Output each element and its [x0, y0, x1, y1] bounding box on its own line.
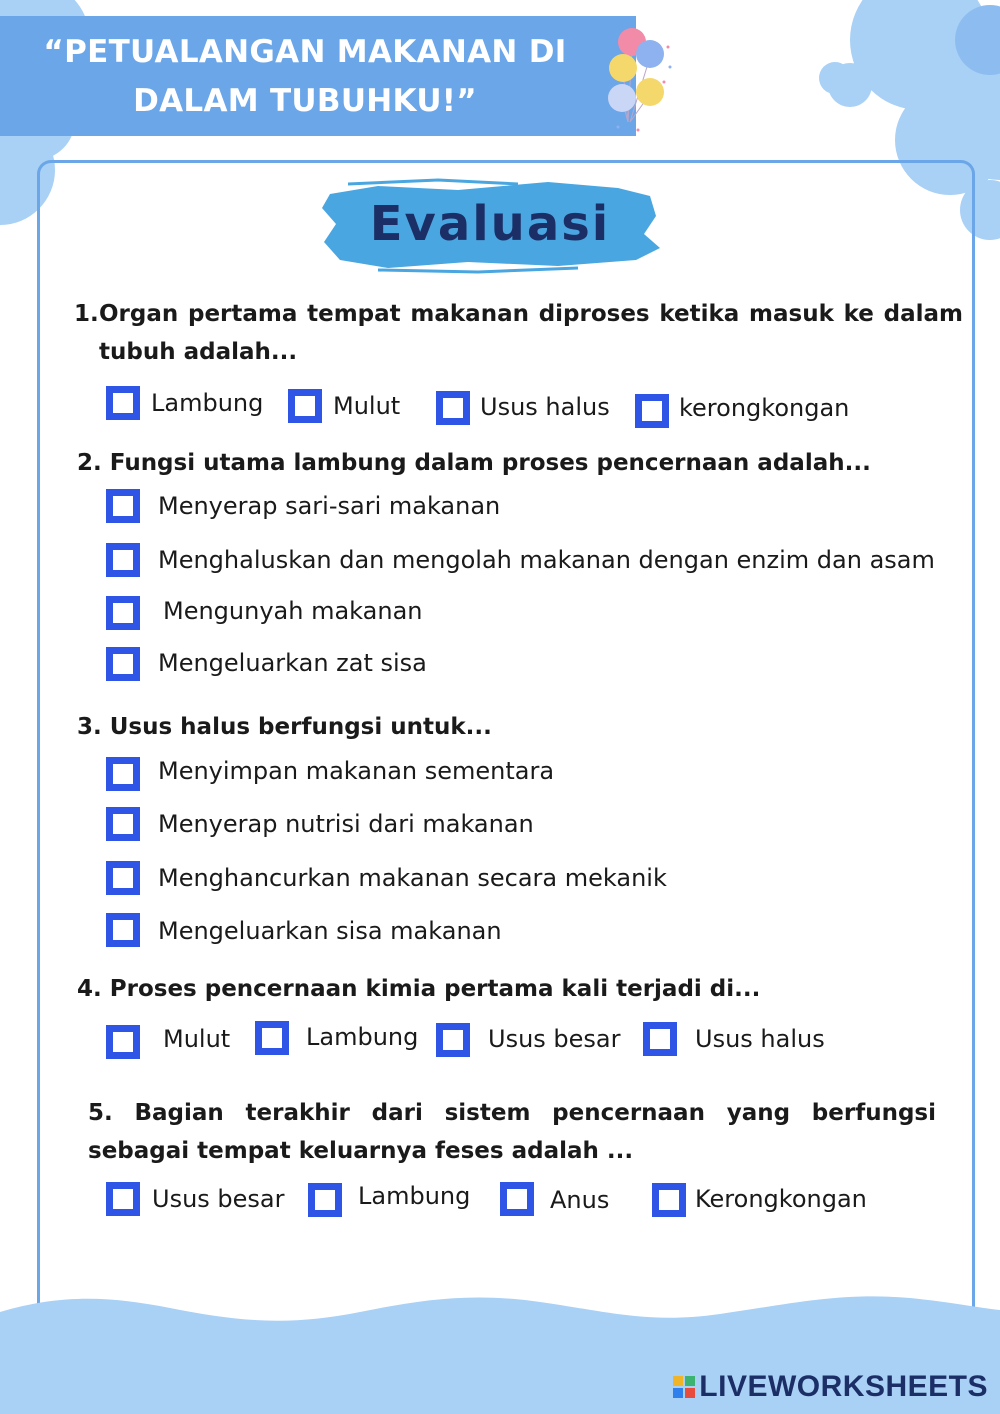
q2-option-4-checkbox[interactable] [106, 647, 140, 681]
q4-option-2-label: Lambung [306, 1023, 419, 1051]
q3-option-2-checkbox[interactable] [106, 807, 140, 841]
q5-option-4-checkbox[interactable] [652, 1183, 686, 1217]
liveworksheets-logo [673, 1370, 988, 1404]
q1-option-2-label: Mulut [333, 392, 401, 420]
q4-option-2-checkbox[interactable] [255, 1021, 289, 1055]
q4-option-4-label: Usus halus [695, 1025, 825, 1053]
q1-option-3-checkbox[interactable] [436, 391, 470, 425]
q5-option-1-label: Usus besar [152, 1185, 285, 1213]
q2-option-4-label: Mengeluarkan zat sisa [158, 649, 427, 677]
balloons-icon [598, 22, 678, 137]
q2-option-2-checkbox[interactable] [106, 543, 140, 577]
q3-option-1-label: Menyimpan makanan sementara [158, 757, 555, 785]
q2-option-1-label: Menyerap sari-sari makanan [158, 492, 501, 520]
q2-option-2-label: Menghaluskan dan mengolah makanan dengan enzim dan asam [158, 546, 935, 574]
q2-option-1-checkbox[interactable] [106, 489, 140, 523]
q1-option-3-label: Usus halus [480, 393, 610, 421]
q4-option-3-checkbox[interactable] [436, 1023, 470, 1057]
q4-option-1-label: Mulut [163, 1025, 231, 1053]
question-3-text: 3. Usus halus berfungsi untuk... [77, 714, 492, 740]
question-5-text: 5. Bagian terakhir dari sistem pencernaan yang berfungsi sebagai tempat keluarnya feses adalah ... [88, 1100, 936, 1164]
q4-option-1-checkbox[interactable] [106, 1025, 140, 1059]
q3-option-3-checkbox[interactable] [106, 861, 140, 895]
q1-option-1-checkbox[interactable] [106, 386, 140, 420]
q3-option-2-label: Menyerap nutrisi dari makanan [158, 810, 534, 838]
q1-option-4-label: kerongkongan [679, 394, 850, 422]
question-2-text: 2. Fungsi utama lambung dalam proses pencernaan adalah... [77, 450, 871, 476]
q1-option-1-label: Lambung [151, 389, 264, 417]
brand-name: LIVEWORKSHEETS [699, 1370, 988, 1403]
question-1-number: 1. [74, 301, 99, 327]
q3-option-4-checkbox[interactable] [106, 913, 140, 947]
worksheet-title: “PETUALANGAN MAKANAN DI DALAM TUBUHKU!” [43, 34, 567, 119]
section-title: Evaluasi [369, 196, 611, 252]
question-1-text: Organ pertama tempat makanan diproses ketika masuk ke dalam tubuh adalah... [99, 301, 963, 365]
q1-option-2-checkbox[interactable] [288, 389, 322, 423]
q3-option-1-checkbox[interactable] [106, 757, 140, 791]
q2-option-3-label: Mengunyah makanan [163, 597, 423, 625]
q5-option-2-checkbox[interactable] [308, 1183, 342, 1217]
q4-option-4-checkbox[interactable] [643, 1022, 677, 1056]
q4-option-3-label: Usus besar [488, 1025, 621, 1053]
q3-option-3-label: Menghancurkan makanan secara mekanik [158, 864, 667, 892]
q5-option-4-label: Kerongkongan [695, 1185, 867, 1213]
q1-option-4-checkbox[interactable] [635, 394, 669, 428]
q5-option-1-checkbox[interactable] [106, 1182, 140, 1216]
q5-option-3-label: Anus [550, 1186, 610, 1214]
q5-option-2-label: Lambung [358, 1182, 471, 1210]
liveworksheets-logo-icon [673, 1376, 695, 1398]
question-4-text: 4. Proses pencernaan kimia pertama kali terjadi di... [77, 976, 761, 1002]
q3-option-4-label: Mengeluarkan sisa makanan [158, 917, 502, 945]
q5-option-3-checkbox[interactable] [500, 1182, 534, 1216]
q2-option-3-checkbox[interactable] [106, 596, 140, 630]
